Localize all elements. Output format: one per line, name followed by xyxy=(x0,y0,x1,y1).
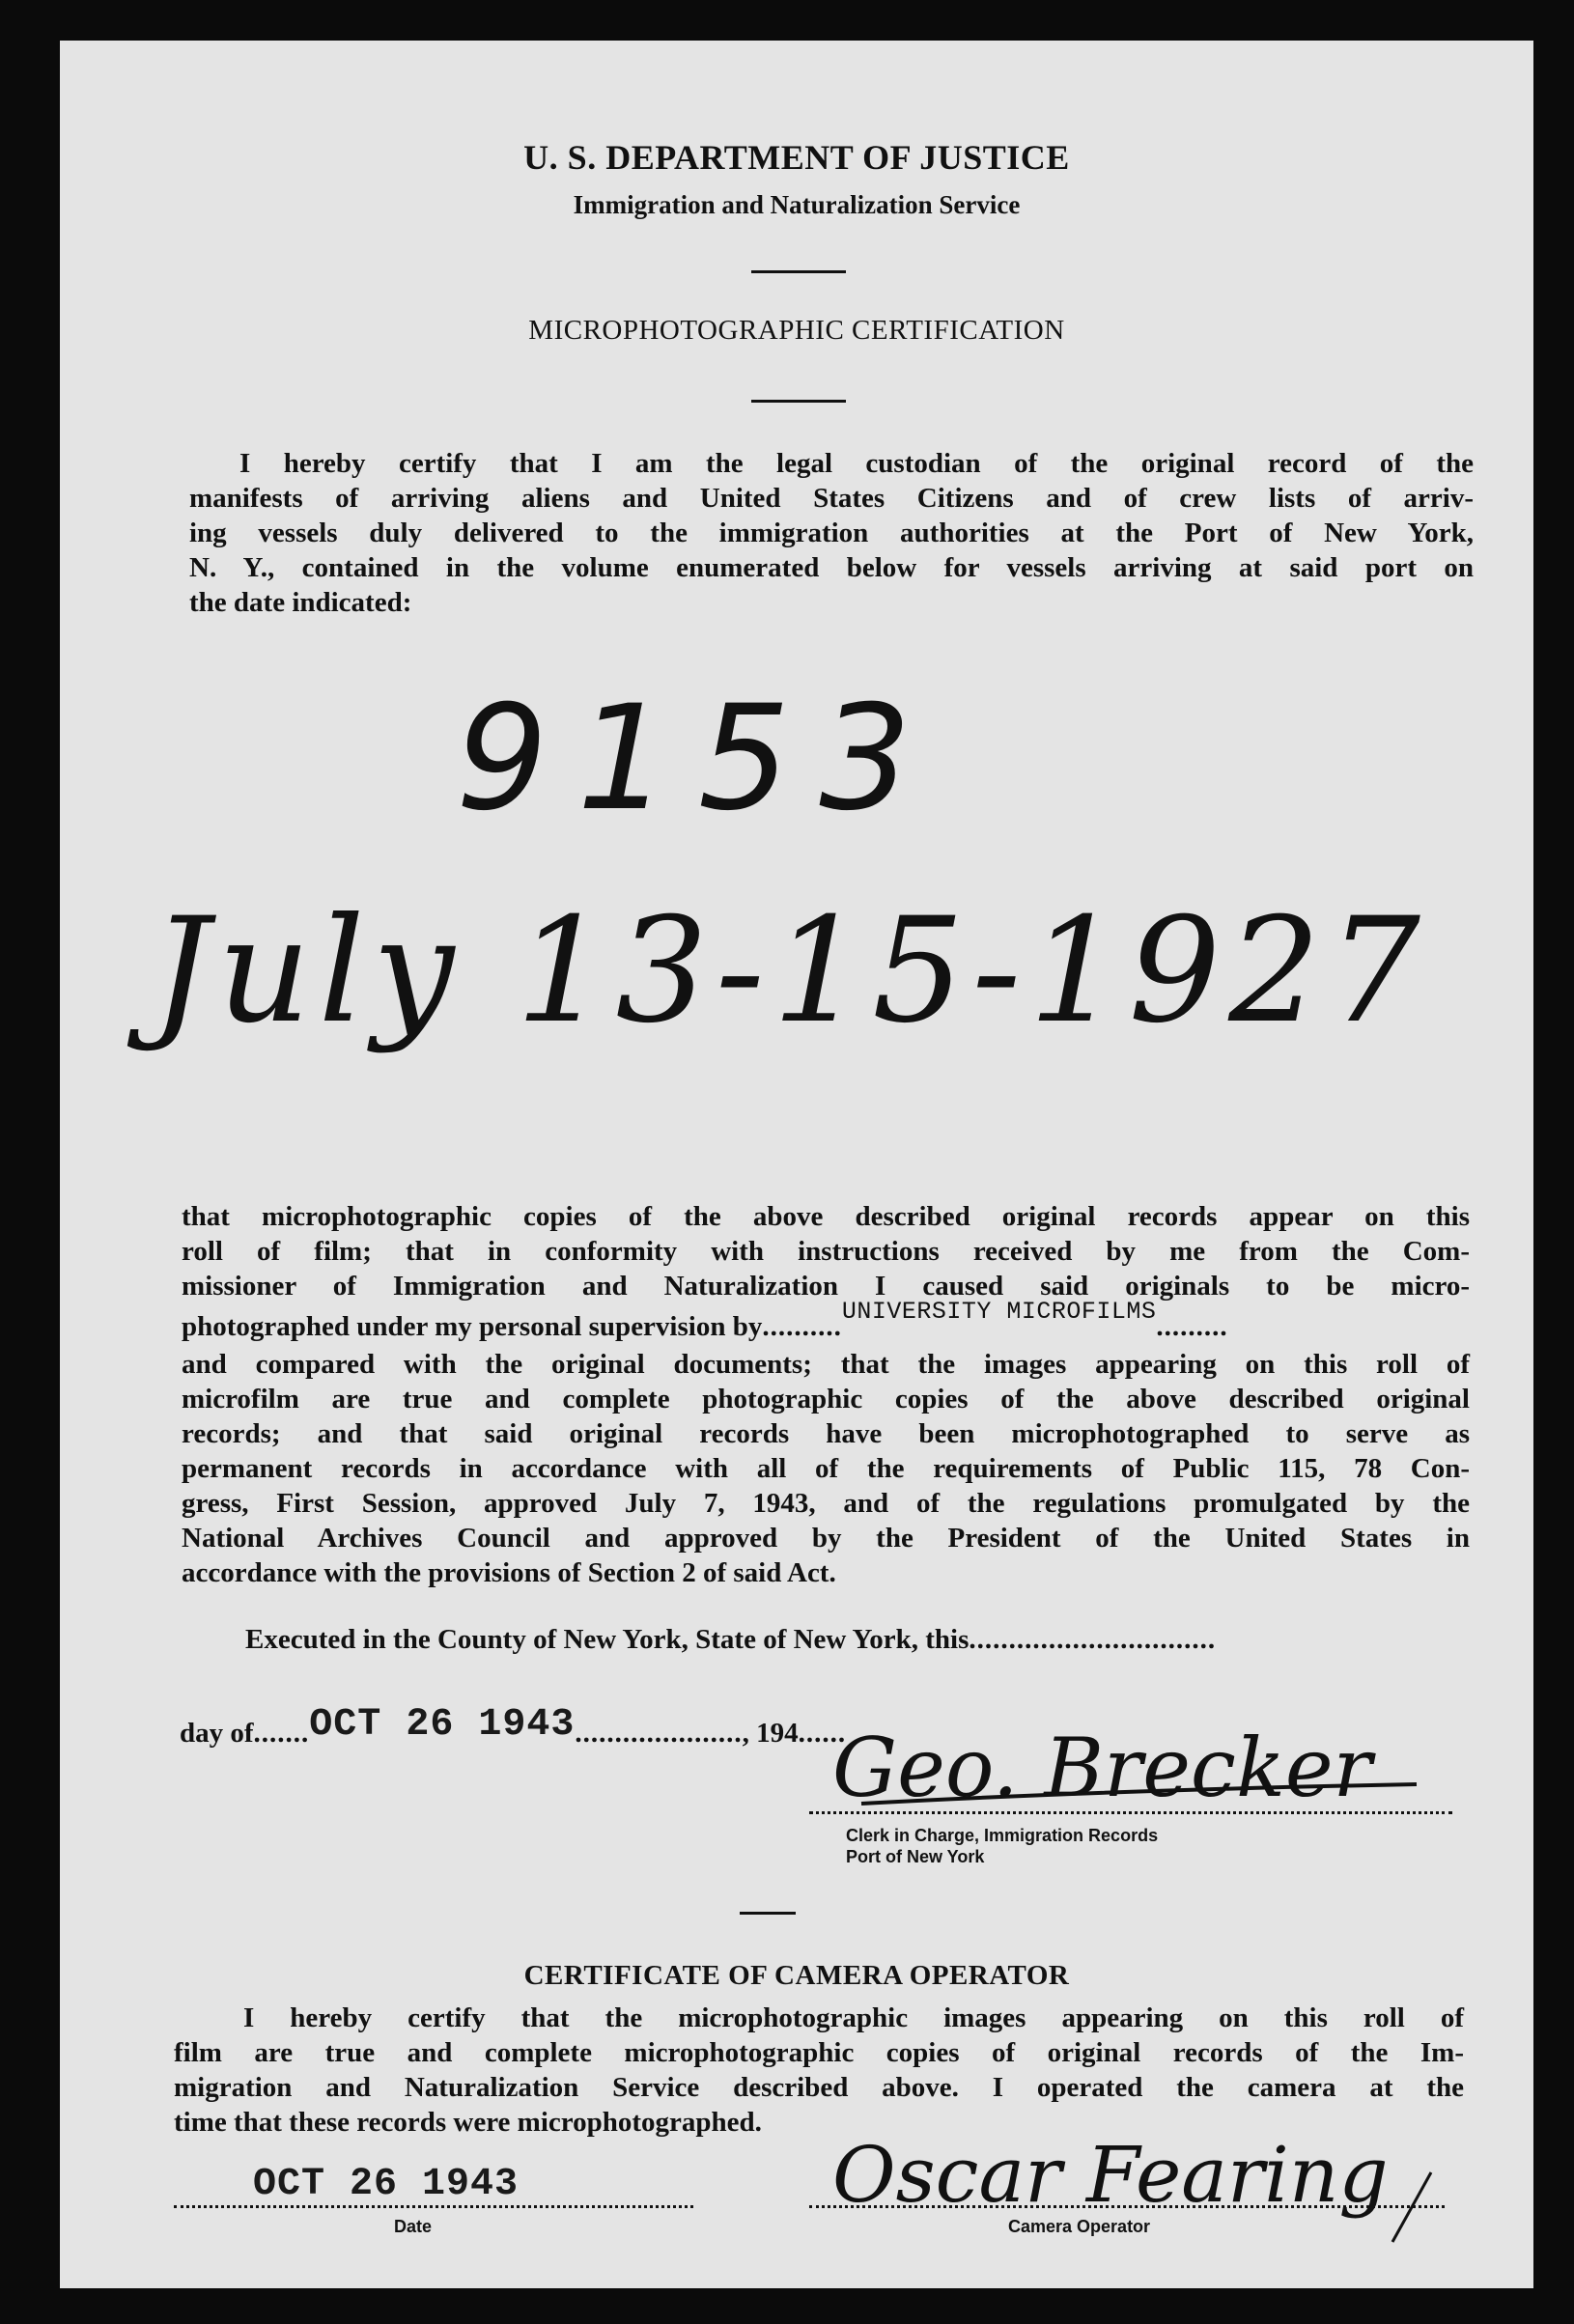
intro-line: ing vessels duly delivered to the immigration authorities at the Port of New York, xyxy=(189,518,1474,548)
operator-line: film are true and complete microphotographic copies of original records of the Im- xyxy=(174,2037,1464,2068)
date-line xyxy=(174,2205,693,2208)
body-line: and compared with the original documents; that the images appearing on this roll of xyxy=(182,1349,1470,1380)
supervision-line: photographed under my personal supervision by..........UNIVERSITY MICROFILMS......... xyxy=(182,1298,1228,1342)
body-line: gress, First Session, approved July 7, 1943, and of the regulations promulgated by the xyxy=(182,1488,1470,1519)
intro-line: manifests of arriving aliens and United States Citizens and of crew lists of arriv- xyxy=(189,483,1474,514)
handwritten-volume-entry xyxy=(60,639,1533,1064)
body-line: National Archives Council and approved by the President of the United States in xyxy=(182,1523,1470,1554)
service-subheading: Immigration and Naturalization Service xyxy=(573,190,1021,219)
clerk-title: Clerk in Charge, Immigration Records xyxy=(846,1826,1159,1845)
clerk-caption xyxy=(846,1825,1158,1867)
executed-text: Executed in the County of New York, State of New York, this xyxy=(245,1624,970,1655)
body-paragraph xyxy=(182,1199,1470,1590)
photographer-name: UNIVERSITY MICROFILMS xyxy=(841,1298,1157,1326)
volume-dates: July 13-15-1927 xyxy=(152,887,1428,1055)
body-line: roll of film; that in conformity with instructions received by me from the Com- xyxy=(182,1236,1470,1267)
camera-operator-title: CERTIFICATE OF CAMERA OPERATOR xyxy=(523,1960,1070,1991)
date-stamp: OCT 26 1943 xyxy=(309,1703,576,1747)
executed-line: Executed in the County of New York, State of New York, this............................... xyxy=(245,1624,1217,1655)
intro-line: the date indicated: xyxy=(189,587,412,618)
date-label: Date xyxy=(394,2217,433,2236)
body-line: records; and that said original records have been microphotographed to serve as xyxy=(182,1418,1470,1449)
supervision-prefix: photographed under my personal supervision by xyxy=(182,1311,763,1342)
department-heading: U. S. DEPARTMENT OF JUSTICE xyxy=(523,138,1070,177)
operator-line: time that these records were microphotographed. xyxy=(174,2107,762,2138)
intro-line: I hereby certify that I am the legal custodian of the original record of the xyxy=(239,448,1474,479)
intro-paragraph xyxy=(189,446,1474,620)
year-prefix: , 194 xyxy=(742,1718,799,1749)
body-line: missioner of Immigration and Naturalization I caused said originals to be micro- xyxy=(182,1271,1470,1302)
certification-title: MICROPHOTOGRAPHIC CERTIFICATION xyxy=(528,315,1065,346)
body-line: accordance with the provisions of Section 2 of said Act. xyxy=(182,1557,836,1588)
camera-operator-line xyxy=(809,2205,1445,2208)
body-line: permanent records in accordance with all of the requirements of Public 115, 78 Con- xyxy=(182,1453,1470,1484)
operator-signature xyxy=(813,2087,1489,2252)
clerk-signature xyxy=(823,1690,1421,1815)
divider-rule xyxy=(751,270,846,273)
divider-rule xyxy=(740,1912,796,1915)
camera-operator-label: Camera Operator xyxy=(1008,2217,1151,2236)
body-line: that microphotographic copies of the above described original records appear on this xyxy=(182,1201,1470,1232)
operator-line: migration and Naturalization Service described above. I operated the camera at the xyxy=(174,2072,1464,2103)
certificate-page xyxy=(60,41,1533,2288)
day-line: day of.......OCT 26 1943....................., 194...... xyxy=(180,1703,847,1749)
operator-date-stamp: OCT 26 1943 xyxy=(253,2163,520,2206)
operator-signature-text: Oscar Fearing xyxy=(832,2130,1389,2220)
divider-rule xyxy=(751,400,846,403)
body-line: microfilm are true and complete photographic copies of the above described original xyxy=(182,1384,1470,1414)
clerk-signature-text: Geo. Brecker xyxy=(832,1721,1372,1815)
volume-number: 9153 xyxy=(456,675,941,843)
intro-line: N. Y., contained in the volume enumerated below for vessels arriving at said port on xyxy=(189,552,1474,583)
operator-line: I hereby certify that the microphotographic images appearing on this roll of xyxy=(243,2002,1464,2033)
day-prefix: day of xyxy=(180,1718,254,1749)
clerk-signature-line xyxy=(809,1811,1452,1814)
clerk-port: Port of New York xyxy=(846,1847,985,1866)
